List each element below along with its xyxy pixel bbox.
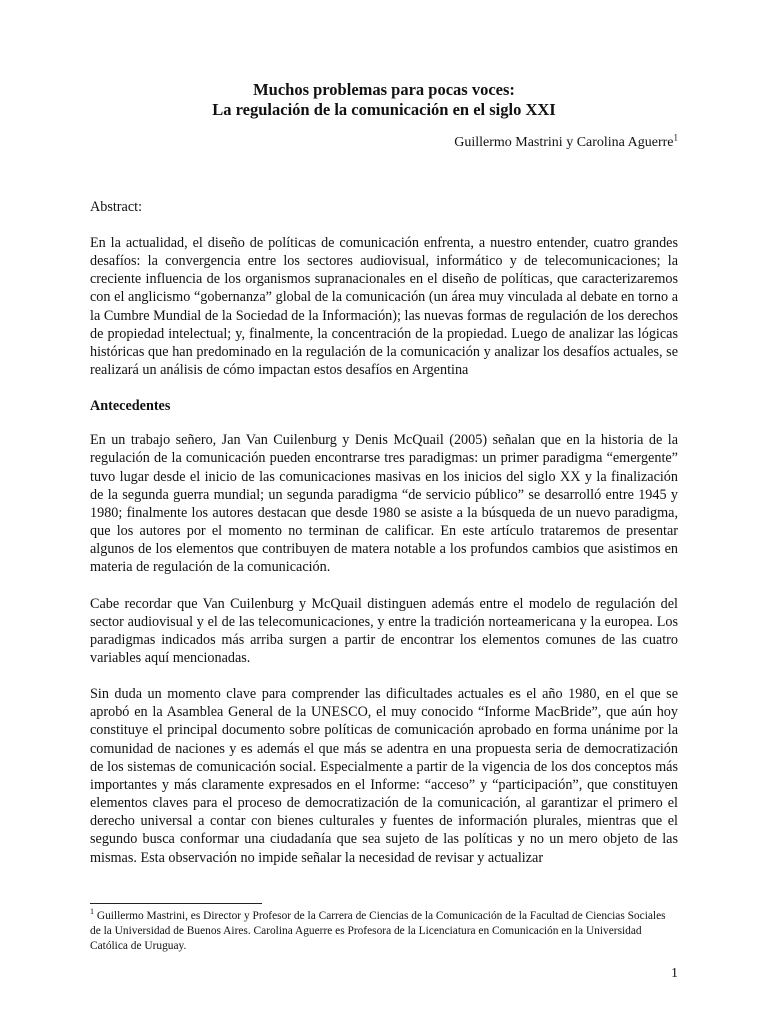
section-heading: Antecedentes	[90, 398, 171, 415]
page-number: 1	[671, 966, 678, 981]
authors: Guillermo Mastrini y Carolina Aguerre	[454, 135, 674, 150]
author-line	[90, 134, 678, 152]
abstract-label: Abstract:	[90, 199, 143, 215]
paragraph-1: En un trabajo señero, Jan Van Cuilenburg y Denis McQuail (2005) señalan que en la historia de la regulación de la comunicación pueden encontrarse tres paradigmas: un primer paradigma “emergente” tuvo lugar desde el inicio de las comunicaciones masivas en los inicios del siglo XX y la finalización de la segunda guerra mundial; un segunda paradigma “de servicio público” se desarrolló entre 1945 y 1980; finalmente los autores destacan que desde 1980 se asiste a la búsqueda de un nuevo paradigma, que los autores por el momento no terminan de calificar. En este artículo trataremos de presentar algunos de los elementos que contribuyen de matera notable a los profundos cambios que asistimos en materia de regulación de la comunicación.	[90, 432, 678, 576]
footnote-mark: 1	[90, 907, 94, 917]
footnote-text: Guillermo Mastrini, es Director y Profesor de la Carrera de Ciencias de la Comunicación de la Facultad de Ciencias Sociales de la Universidad de Buenos Aires. Carolina Aguerre es Profesora de la Licenciatura en Comunicación en la Universidad Católica de Uruguay.	[90, 910, 666, 952]
paragraph-2: Cabe recordar que Van Cuilenburg y McQuail distinguen además entre el modelo de regulación del sector audiovisual y el de las telecomunicaciones, y entre la tradición norteamericana y la europea. Los paradigmas indicados más arriba surgen a partir de encontrar los elementos comunes de las cuatro variables aquí mencionadas.	[90, 595, 678, 666]
page-body	[90, 80, 678, 885]
author-footnote-mark[interactable]: 1	[673, 132, 678, 143]
title-line-1: Muchos problemas para pocas voces:	[253, 80, 515, 99]
title-line-2: La regulación de la comunicación en el siglo XXI	[212, 100, 556, 119]
paragraph-3: Sin duda un momento clave para comprender las dificultades actuales es el año 1980, en el que se aprobó en la Asamblea General de la UNESCO, el muy conocido “Informe MacBride”, que aún hoy constituye el principal documento sobre políticas de comunicación aprobado en forma unánime por la comunidad de naciones y es además el que más se adentra en una propuesta seria de democratización de los sistemas de comunicación social. Especialmente a partir de la vigencia de los dos conceptos más importantes y más claramente expresados en el Informe: “acceso” y “participación”, que constituyen elementos claves para el proceso de democratización de la comunicación, al garantizar el primero el derecho universal a contar con bienes culturales y fuentes de información plurales, mientras que el segundo busca conformar una ciudadanía que sea sujeto de las políticas y no un mero objeto de las mismas. Esta observación no impide señalar la necesidad de revisar y actualizar	[90, 686, 678, 866]
footnote-separator	[90, 903, 262, 904]
footnote	[90, 909, 678, 954]
abstract-text: En la actualidad, el diseño de políticas de comunicación enfrenta, a nuestro entender, cuatro grandes desafíos: la convergencia entre los sectores audiovisual, informático y de telecomunicaciones; la creciente influencia de los organismos supranacionales en el diseño de políticas, que caracterizaremos con el anglicismo “gobernanza” global de la comunicación (un área muy vinculada al debate en torno a la Cumbre Mundial de la Sociedad de la Información); las nuevas formas de regulación de los derechos de propiedad intelectual; y, finalmente, la concentración de la propiedad. Luego de analizar las lógicas históricas que han predominado en la regulación de la comunicación y analizar los desafíos actuales, se realizará un análisis de cómo impactan estos desafíos en Argentina	[90, 235, 678, 379]
